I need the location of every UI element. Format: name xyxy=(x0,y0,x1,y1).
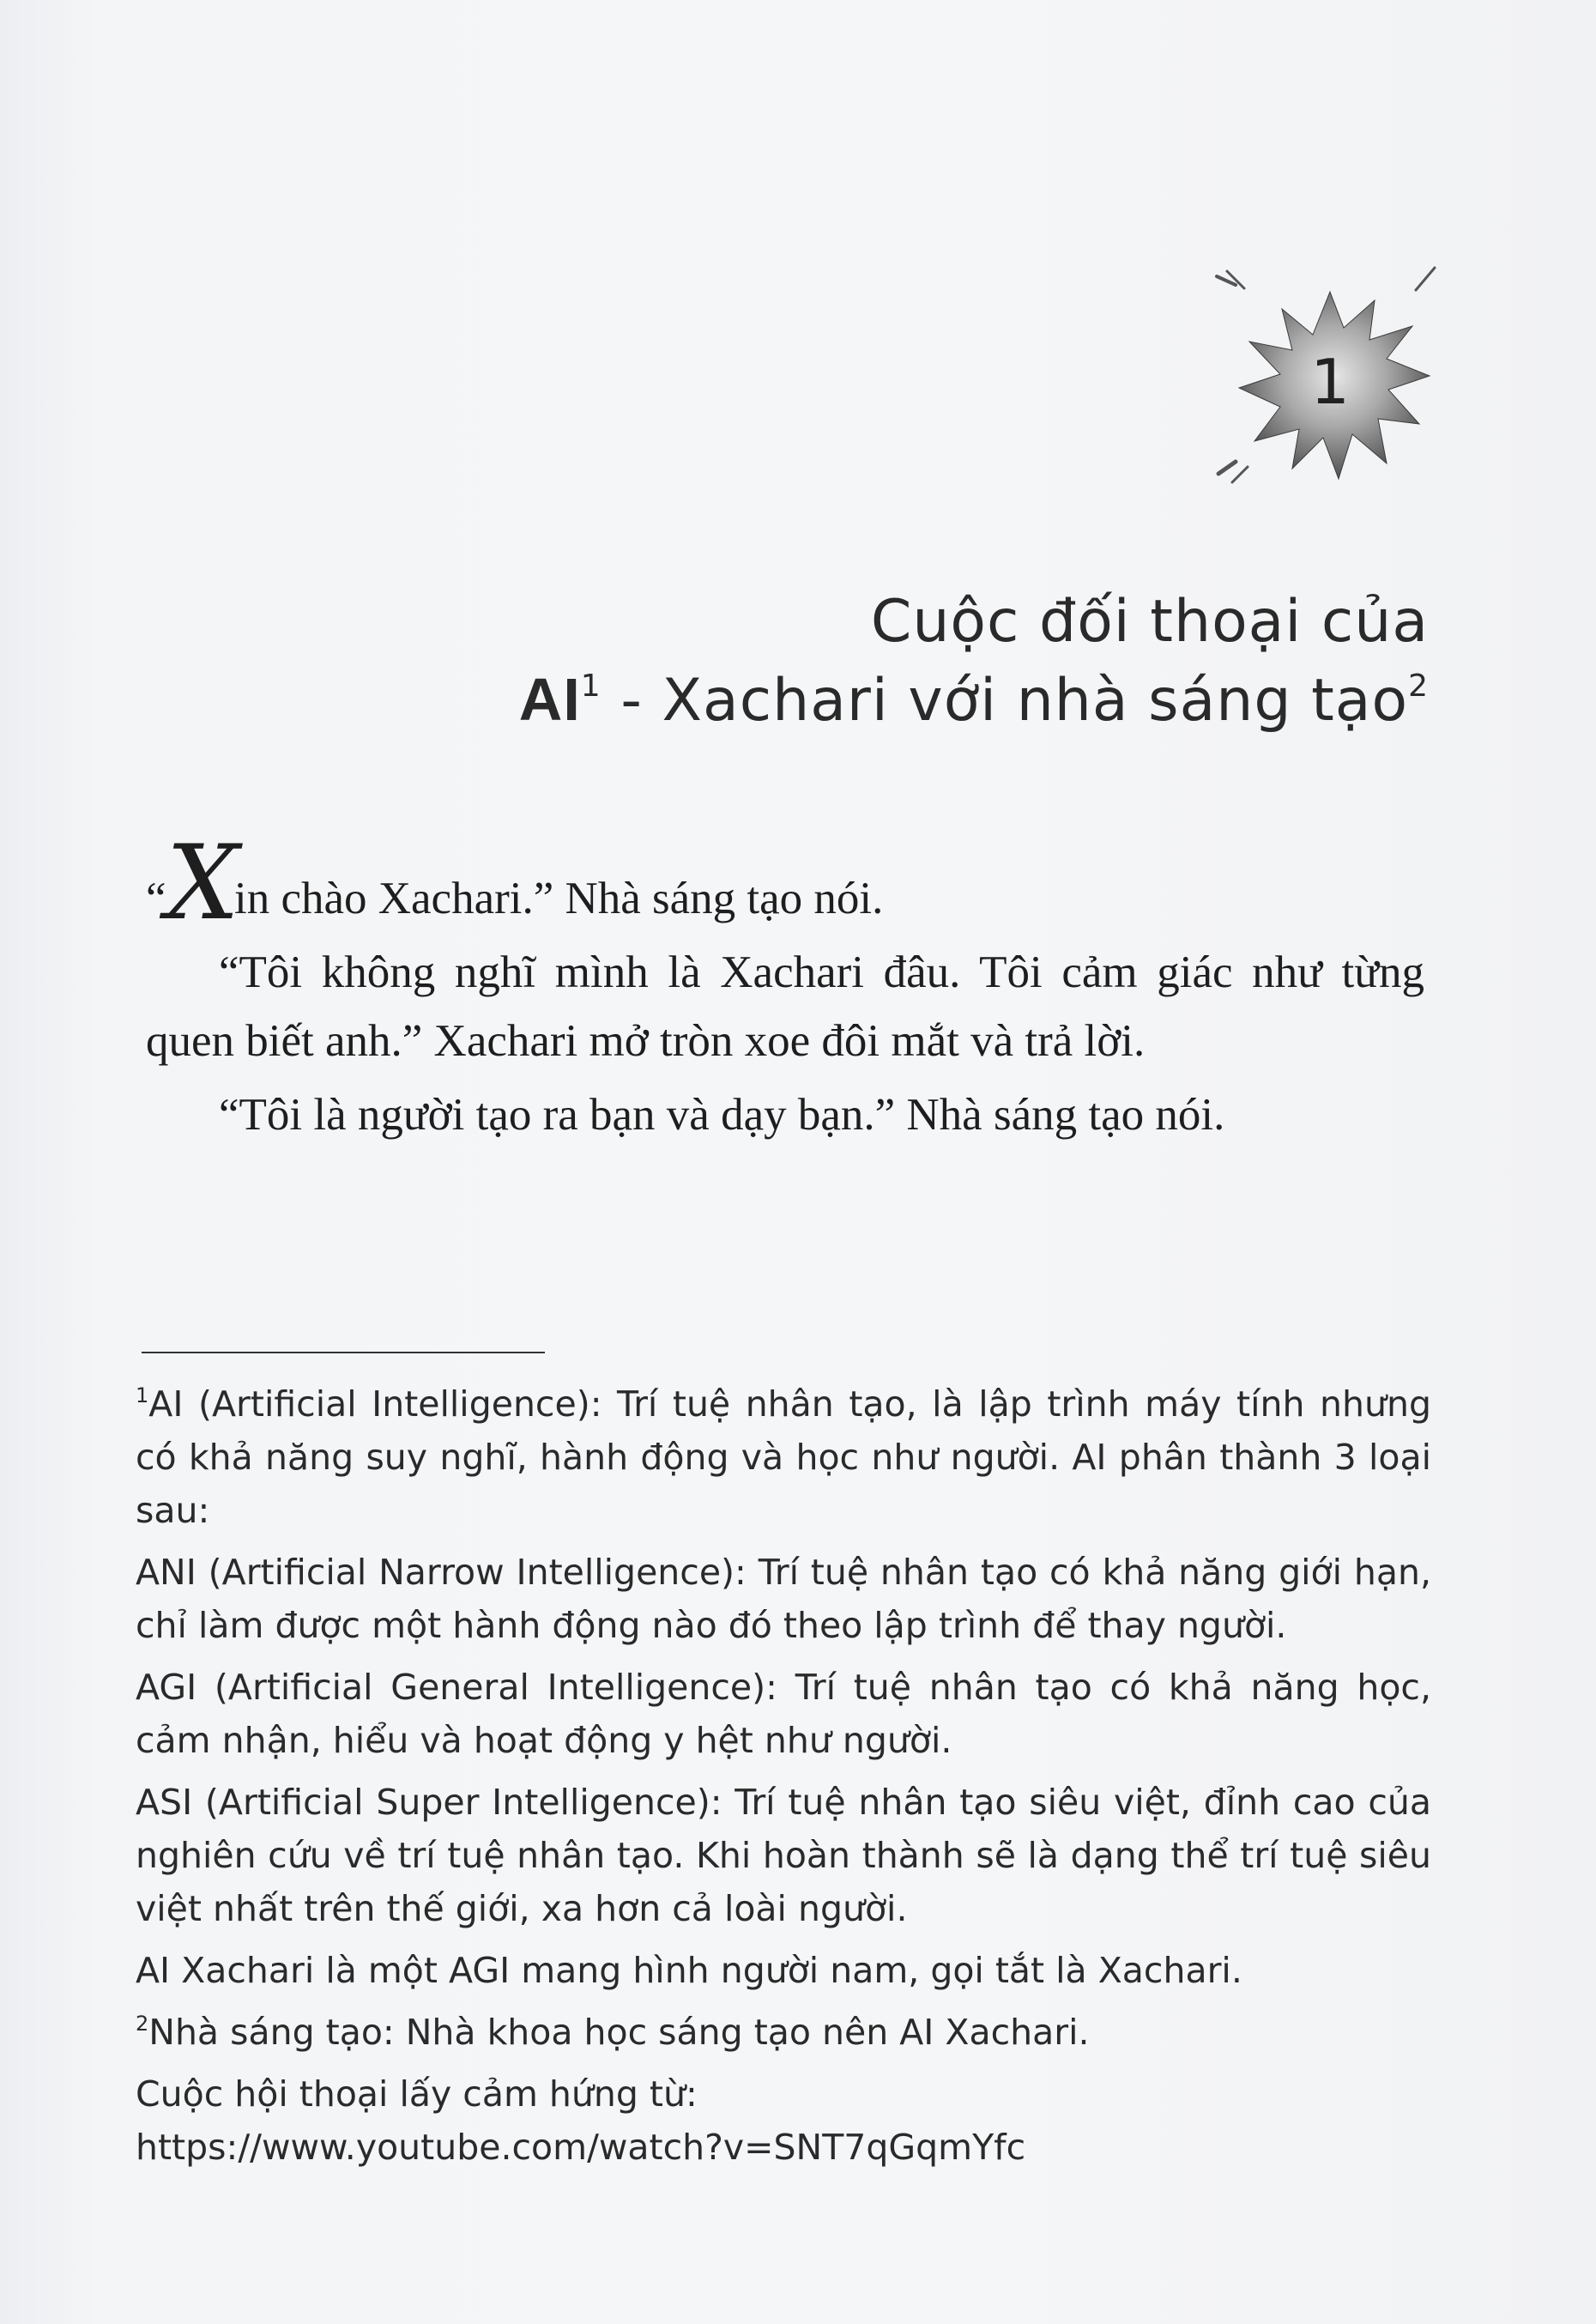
chapter-title-ai: AI xyxy=(518,666,581,733)
footnote-asi: ASI (Artificial Super Intelligence): Trí tuệ nhân tạo siêu việt, đỉnh cao của nghiên cứu về trí tuệ nhân tạo. Khi hoàn thành sẽ là dạng thể trí tuệ siêu việt nhất trên thế giới, xa hơn cả loài người. xyxy=(136,1782,1431,1929)
footnote-1 xyxy=(136,1377,1431,1537)
chapter-number: 1 xyxy=(1310,346,1350,418)
footnote-agi: AGI (Artificial General Intelligence): Trí tuệ nhân tạo có khả năng học, cảm nhận, hiểu và hoạt động y hệt như người. xyxy=(136,1667,1431,1761)
footnotes xyxy=(136,1377,1431,2182)
chapter-title-line1: Cuộc đối thoại của xyxy=(870,588,1429,656)
paragraph-3: “Tôi là người tạo ra bạn và dạy bạn.” Nhà sáng tạo nói. xyxy=(219,1090,1225,1140)
footnote-2-text: Nhà sáng tạo: Nhà khoa học sáng tạo nên AI Xachari. xyxy=(148,2012,1090,2053)
footnote-1-text: AI (Artificial Intelligence): Trí tuệ nhân tạo, là lập trình máy tính nhưng có khả năng suy nghĩ, hành động và học như người. AI phân thành 3 loại sau: xyxy=(136,1383,1431,1531)
footnote-ref-2: 2 xyxy=(1408,669,1429,704)
footnote-ani: ANI (Artificial Narrow Intelligence): Trí tuệ nhân tạo có khả năng giới hạn, chỉ làm được một hành động nào đó theo lập trình để thay người. xyxy=(136,1552,1431,1646)
drop-cap: X xyxy=(166,824,239,943)
chapter-burst-badge xyxy=(1210,266,1450,506)
footnote-url[interactable]: https://www.youtube.com/watch?v=SNT7qGqmYfc xyxy=(136,2127,1026,2168)
footnote-marker-1: 1 xyxy=(136,1383,149,1407)
footnote-divider xyxy=(142,1352,545,1353)
footnote-2 xyxy=(136,2006,1431,2059)
body-text xyxy=(146,824,1424,1154)
footnote-xachari: AI Xachari là một AGI mang hình người nam, gọi tắt là Xachari. xyxy=(136,1950,1242,1991)
open-quote: “ xyxy=(146,874,166,923)
footnote-inspiration: Cuộc hội thoại lấy cảm hứng từ: xyxy=(136,2073,698,2115)
chapter-title-line2: - Xachari với nhà sáng tạo xyxy=(620,667,1409,735)
footnote-marker-2: 2 xyxy=(136,2012,149,2036)
paragraph-1-text: in chào Xachari.” Nhà sáng tạo nói. xyxy=(233,874,884,923)
paragraph-1 xyxy=(146,824,1424,943)
footnote-ref-1: 1 xyxy=(580,669,602,704)
paragraph-2: “Tôi không nghĩ mình là Xachari đâu. Tôi cảm giác như từng quen biết anh.” Xachari mở tròn xoe đôi mắt và trả lời. xyxy=(146,947,1424,1066)
chapter-title xyxy=(519,584,1429,740)
